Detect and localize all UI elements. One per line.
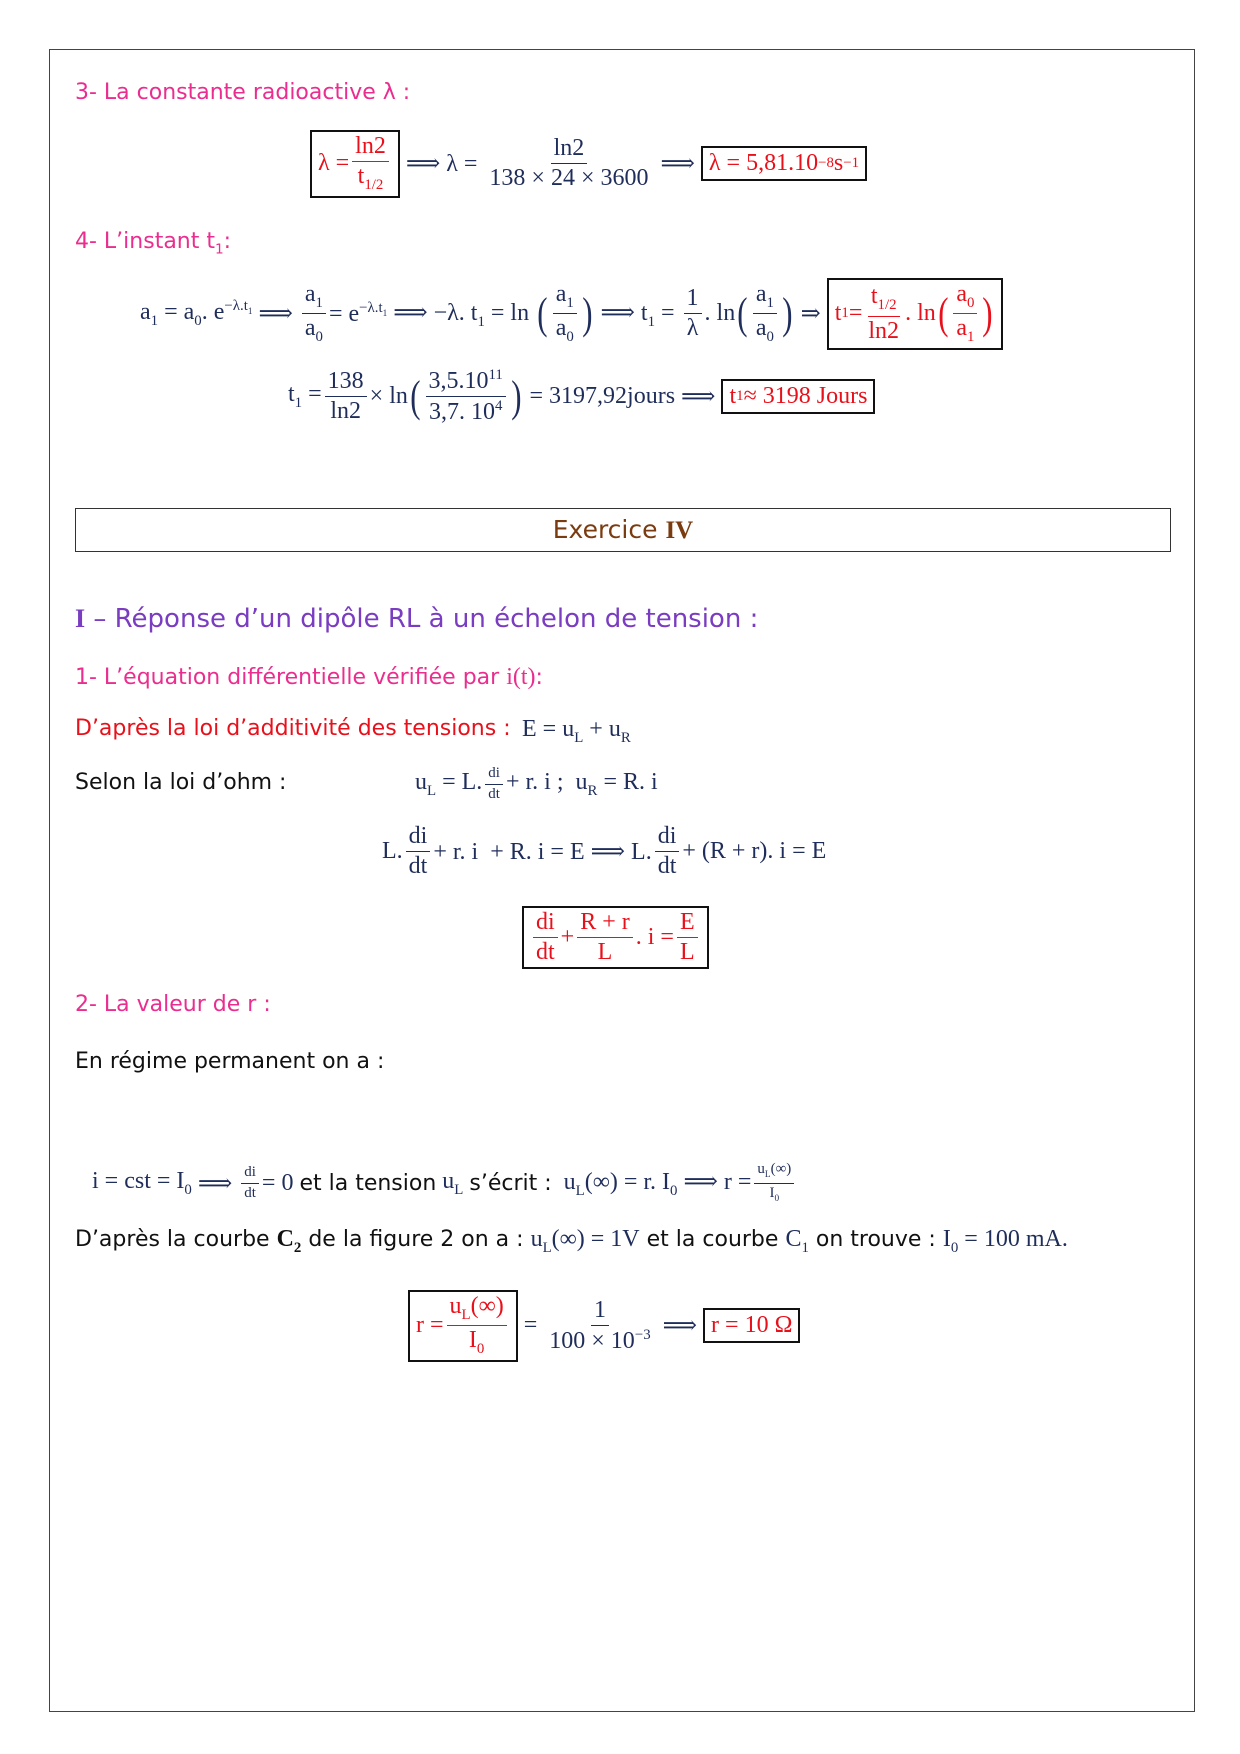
p1-heading: 1- L’équation différentielle vérifiée par i(t): xyxy=(75,664,543,690)
t1-derivation: $a_1 = a_0$. $e^{-\lambda.t_1}$ ⟹ $\frac{a_1}{a_0}$ = $e^{-\lambda.t_1}$ ⟹ −λ. $t_1 = \ln$ ( $\frac{a_1}{a_0}$ ) ⟹ $t_1$ = $\frac{1}{\lambda}$ . ln ( $\frac{a_1}{a_0}$ ) ⇒ t 1 = $\frac{t_{1/2}}{\ln 2}$ . ln ( $\frac{a_0}{a_1}$ ) xyxy=(140,278,1003,350)
diff-equation xyxy=(522,906,709,969)
steady-state-equation: i = cst = $I_0$ ⟹ $\frac{di}{dt}$ = 0 et la tension $u_L$ s’écrit : $u_L(\infty) = r$. $I_0$ ⟹ r = $\frac{u_L(\infty)}{I_0}$ xyxy=(92,1162,797,1205)
q3-heading: 3- La constante radioactive λ : xyxy=(75,80,411,105)
regime-text: En régime permanent on a : xyxy=(75,1049,385,1074)
ohm-text: Selon la loi d’ohm : xyxy=(75,770,287,795)
exercise-title-box: Exercice IV xyxy=(75,508,1171,552)
additivity-text: D’après la loi d’additivité des tensions : xyxy=(75,716,511,741)
section-heading: I – Réponse d’un dipôle RL à un échelon de tension : xyxy=(75,604,759,634)
lambda-equation: λ = $\frac{\ln 2}{t_{1/2}}$ ⟹ λ = $\frac{\ln 2}{138 \times 24 \times 3600}$ ⟹ λ = 5,81.10 −8 s −1 xyxy=(310,130,867,198)
q4-heading: 4- L’instant $t_1$: xyxy=(75,229,232,258)
ohm-equation: $u_L = L$. $\frac{di}{dt}$ + r. i ; $u_R = R$. i xyxy=(415,765,658,802)
p2-heading: 2- La valeur de r : xyxy=(75,992,271,1017)
diff-equation-box: $\frac{di}{dt}$ + $\frac{R + r}{L}$ . i = $\frac{E}{L}$ xyxy=(522,906,709,969)
t1-result-box: t 1 ≈ 3198 Jours xyxy=(721,379,875,414)
t1-value: 3197,92jours xyxy=(549,383,676,410)
t1-formula-box: t 1 = $\frac{t_{1/2}}{\ln 2}$ . ln ( $\frac{a_0}{a_1}$ ) xyxy=(827,278,1003,350)
r-formula-box: r = $\frac{u_L(\infty)}{I_0}$ xyxy=(408,1290,518,1362)
kirchhoff-equation: L. $\frac{di}{dt}$ + r. i + R. i = E ⟹ L. $\frac{di}{dt}$ + (R + r). i = E xyxy=(382,823,827,880)
r-equation: r = $\frac{u_L(\infty)}{I_0}$ = $\frac{1}{100 \times 10^{-3}}$ ⟹ r = 10 Ω xyxy=(408,1290,800,1362)
lambda-result-box: λ = 5,81.10 −8 s −1 xyxy=(701,146,867,181)
additivity-equation: $E = u_L + u_R$ xyxy=(522,716,631,746)
courbe-line: D’après la courbe $C_2$ de la figure 2 on a : $u_L(\infty) = 1V$ et la courbe $C_1$ on trouve : $I_0 = 100$ mA. xyxy=(75,1226,1068,1256)
lambda-formula-box: λ = $\frac{\ln 2}{t_{1/2}}$ xyxy=(310,130,400,198)
r-result-box: r = 10 Ω xyxy=(703,1308,800,1343)
t1-numeric: $t_1$ = $\frac{138}{\ln 2}$ × ln ( $\frac{3,5.10^{11}}{3,7. 10^4}$ ) = 3197,92jours ⟹ t 1 ≈ 3198 Jours xyxy=(288,368,875,425)
